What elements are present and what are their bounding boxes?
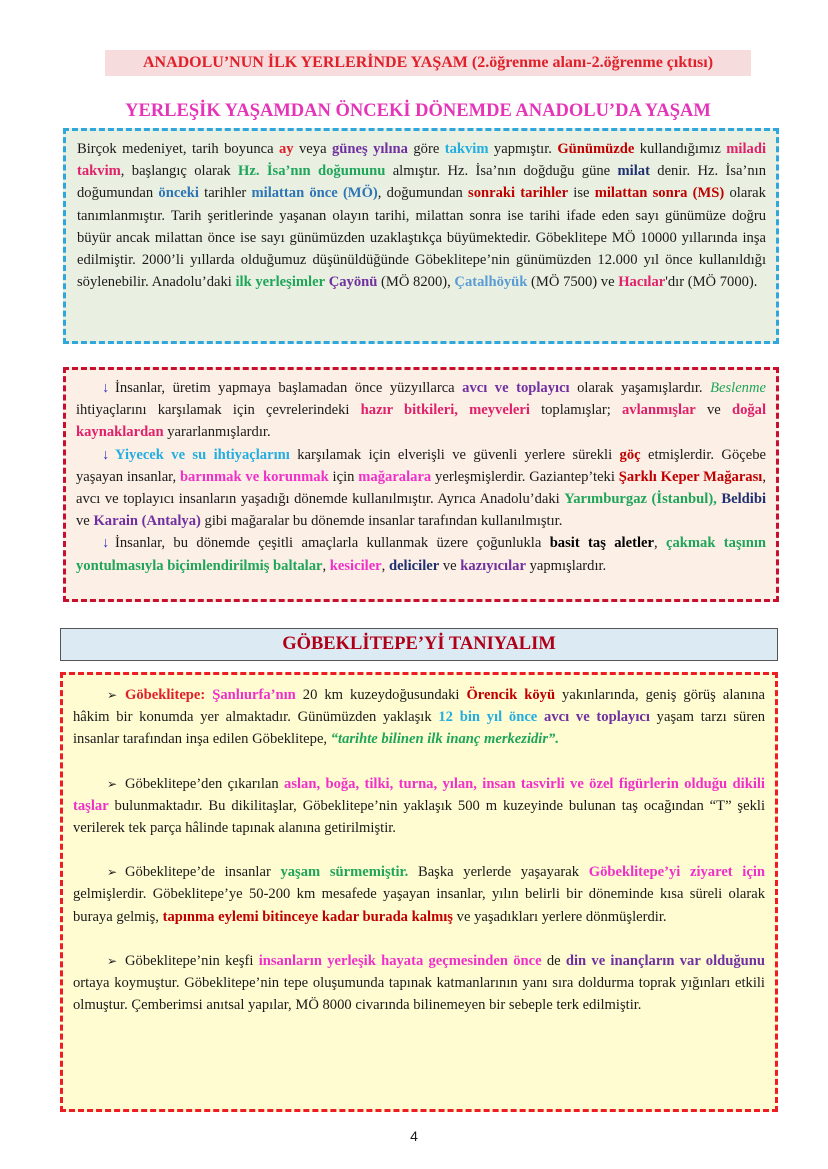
text-run: 'dır (MÖ 7000). (665, 274, 758, 291)
text-run: , başlangıç olarak (120, 163, 239, 180)
text-run: göre (407, 141, 445, 157)
highlighted-term: “tarihte bilinen ilk inanç merkezidir”. (330, 731, 559, 748)
text-run: toplamışlar; (529, 402, 622, 419)
highlighted-term: Karain (Antalya) (93, 513, 201, 530)
highlighted-term: barınmak ve korunmak (179, 468, 329, 485)
highlighted-term: Beslenme (710, 380, 766, 396)
highlighted-term: çakmak taşının yontulmasıyla biçimlendirilmiş baltalar (76, 535, 766, 574)
highlighted-term: yaşam sürmemiştir. (280, 864, 409, 881)
arrowhead-bullet-icon: ➢ (107, 865, 118, 880)
highlighted-term: Şanlıurfa’nın (212, 687, 296, 703)
text-run: Başka yerlerde yaşayarak (408, 864, 589, 881)
text-run: 20 km kuzeydoğusundaki (295, 687, 467, 703)
text-run: , avcı ve toplayıcı insanların yaşadığı dönemde kullanılmıştır. Ayrıca Anadolu’daki (76, 468, 766, 508)
text-run: Göbeklitepe’de insanlar (125, 864, 281, 881)
text-run: ve (76, 513, 94, 530)
highlighted-term: doğal kaynaklardan (76, 402, 767, 441)
highlighted-term: Göbeklitepe: (125, 687, 206, 703)
paragraph (73, 950, 765, 1017)
highlighted-term: göç (619, 446, 641, 463)
page-number: 4 (410, 1128, 418, 1144)
highlighted-term: milattan önce (MÖ) (251, 185, 378, 202)
text-run: yapmıştır. (488, 141, 558, 157)
highlighted-term: hazır bitkileri, meyveleri (360, 402, 530, 419)
highlighted-term: 12 bin yıl önce (438, 709, 538, 726)
text-run: İnsanlar, üretim yapmaya başlamadan önce yüzyıllarca (115, 380, 463, 396)
highlighted-term: kesiciler (329, 557, 382, 574)
paragraph (76, 444, 766, 533)
arrowhead-bullet-icon: ➢ (107, 776, 118, 791)
highlighted-term: mağaralara (358, 468, 432, 485)
paragraph (73, 684, 765, 751)
highlighted-term: Şarklı Keper Mağarası (618, 468, 763, 485)
highlighted-term: güneş yılına (331, 141, 408, 157)
highlighted-term: miladi takvim (77, 141, 766, 180)
text-run: denir. Hz. İsa’nın doğumundan (77, 163, 766, 202)
highlighted-term: Beldibi (721, 491, 766, 508)
calendar-info-box (63, 128, 779, 344)
highlighted-term: Hacılar (618, 274, 666, 291)
highlighted-term: din ve inançların var olduğunu (565, 952, 766, 969)
down-arrow-bullet-icon: ↓ (102, 446, 110, 463)
text-run: gibi mağaralar bu dönemde insanlar tarafından kullanılmıştır. (200, 513, 563, 530)
highlighted-term: avcı ve toplayıcı (462, 380, 570, 396)
text-run: ve yaşadıkları yerlere dönmüşlerdir. (453, 908, 667, 925)
down-arrow-bullet-icon: ↓ (102, 380, 110, 396)
text-run: Birçok medeniyet, tarih boyunca (77, 141, 279, 157)
highlighted-term: önceki (158, 185, 199, 202)
text-run: ise (568, 185, 595, 202)
text-run: Göbeklitepe’nin keşfi (125, 952, 259, 969)
text-run: ihtiyaçlarını karşılamak için çevrelerindeki (76, 402, 361, 419)
highlighted-term: deliciler (388, 557, 440, 574)
paragraph (76, 532, 766, 576)
text-run: İnsanlar, bu dönemde çeşitli amaçlarla kullanmak üzere çoğunlukla (115, 535, 550, 552)
paragraph (73, 861, 765, 928)
text-run: , (322, 557, 330, 574)
arrowhead-bullet-icon: ➢ (107, 688, 118, 702)
text-run: etmişlerdir. Göçebe yaşayan insanlar, (76, 446, 766, 485)
text-run: karşılamak için elverişli ve güvenli yerlere sürekli (289, 446, 620, 463)
highlighted-term: Yarımburgaz (İstanbul), (564, 491, 717, 508)
highlighted-term: Yiyecek ve su ihtiyaçlarını (115, 446, 290, 463)
highlighted-term: kazıyıcılar (460, 557, 526, 574)
text-run: kullandığımız (634, 141, 727, 157)
text-run: tarihler (198, 185, 252, 202)
gobeklitepe-section-header: GÖBEKLİTEPE’Yİ TANIYALIM (60, 628, 778, 661)
text-run: için (328, 468, 359, 485)
text-run: Göbeklitepe’den çıkarılan (125, 775, 285, 792)
text-run: de (541, 952, 566, 969)
down-arrow-bullet-icon: ↓ (102, 535, 110, 552)
text-run: yerleşmişlerdir. Gaziantep’teki (431, 468, 619, 485)
highlighted-term: sonraki tarihler (468, 185, 569, 202)
highlighted-term: Çayönü (328, 274, 378, 291)
highlighted-term: ay (279, 141, 294, 157)
text-run: bulunmaktadır. Bu dikilitaşlar, Göbeklitepe’nin yaklaşık 500 m kuzeyinde bulunan taş ocağından “T” şekli verilerek tek parça hâlinde tapınak alanına getirilmiştir. (73, 797, 765, 837)
highlighted-term: avcı ve toplayıcı (544, 709, 650, 726)
highlighted-term: Örencik köyü (466, 687, 556, 703)
text-run: (MÖ 7500) ve (527, 274, 619, 291)
text-run: gelmişlerdir. Göbeklitepe’ye 50-200 km mesafede yaşayan insanlar, yılın belirli bir döneminde kısa süreli olarak buraya gelmiş, (73, 886, 765, 925)
highlighted-term: Hz. İsa’nın doğumunu (238, 163, 386, 180)
highlighted-term: milattan sonra (MS) (594, 185, 725, 202)
text-run: ve (695, 402, 732, 419)
text-run: yaşam tarzı süren insanlar tarafından inşa edilen Göbeklitepe, (73, 709, 765, 748)
text-run: ve (439, 557, 461, 574)
text-run: olarak tanımlanmıştır. Tarih şeritlerinde yaşanan olayın tarihi, milattan sonra ise tarihi ifade eden sayı günümüze doğru büyür ancak milattan önce ise sayı günümüzden uzaklaştıkça büyümektedir. Göbeklitepe MÖ 10000 yıllarında inşa edilmiştir. 2000’li yıllarda olduğumuz düşünüldüğünde Göbeklitepe’nin günümüzden 12.000 yıl önce kullanıldığı söylenebilir. Anadolu’daki (77, 185, 766, 291)
highlighted-term: ilk yerleşimler (235, 274, 326, 291)
text-run: olarak yaşamışlardır. (569, 380, 711, 396)
highlighted-term: avlanmışlar (622, 402, 696, 419)
text-run: , (653, 535, 666, 552)
text-run: almıştır. Hz. İsa’nın doğduğu güne (385, 163, 618, 180)
highlighted-term: tapınma eylemi bitinceye kadar burada kalmış (162, 908, 453, 925)
highlighted-term: Günümüzde (557, 141, 635, 157)
highlighted-term: Göbeklitepe’yi ziyaret için (588, 864, 765, 881)
section-subtitle: YERLEŞİK YAŞAMDAN ÖNCEKİ DÖNEMDE ANADOLU’DA YAŞAM (125, 101, 711, 121)
text-run: veya (293, 141, 332, 157)
highlighted-term: Çatalhöyük (454, 274, 528, 291)
paragraph (76, 377, 766, 444)
text-run: yararlanmışlardır. (163, 424, 271, 441)
text-run: (MÖ 8200), (377, 274, 455, 291)
pre-settlement-life-box (63, 367, 779, 602)
document-title: ANADOLU’NUN İLK YERLERİNDE YAŞAM (2.öğrenme alanı-2.öğrenme çıktısı) (105, 50, 751, 76)
highlighted-term: insanların yerleşik hayata geçmesinden önce (258, 952, 542, 969)
gobeklitepe-info-box (60, 672, 778, 1112)
paragraph (73, 773, 765, 840)
paragraph (77, 138, 766, 293)
text-run: ortaya koymuştur. Göbeklitepe’nin tepe oluşumunda tapınak katmanlarının yanı sıra doldurma toprak yığınları etkili olmuştur. Çemberimsi anıtsal yapılar, MÖ 8000 civarında bilinemeyen bir sebeple terk edilmiştir. (73, 975, 765, 1014)
highlighted-term: takvim (444, 141, 489, 157)
text-run: yapmışlardır. (525, 557, 607, 574)
highlighted-term: basit taş aletler (549, 535, 654, 552)
highlighted-term: milat (617, 163, 650, 180)
text-run: yakınlarında, geniş görüş alanına hâkim bir konumda yer almaktadır. Günümüzden yaklaşık (73, 687, 765, 726)
text-run: , doğumundan (377, 185, 469, 202)
text-run: , (381, 557, 389, 574)
highlighted-term: aslan, boğa, tilki, turna, yılan, insan tasvirli ve özel figürlerin olduğu dikili taşlar (73, 775, 765, 814)
arrowhead-bullet-icon: ➢ (107, 953, 118, 968)
